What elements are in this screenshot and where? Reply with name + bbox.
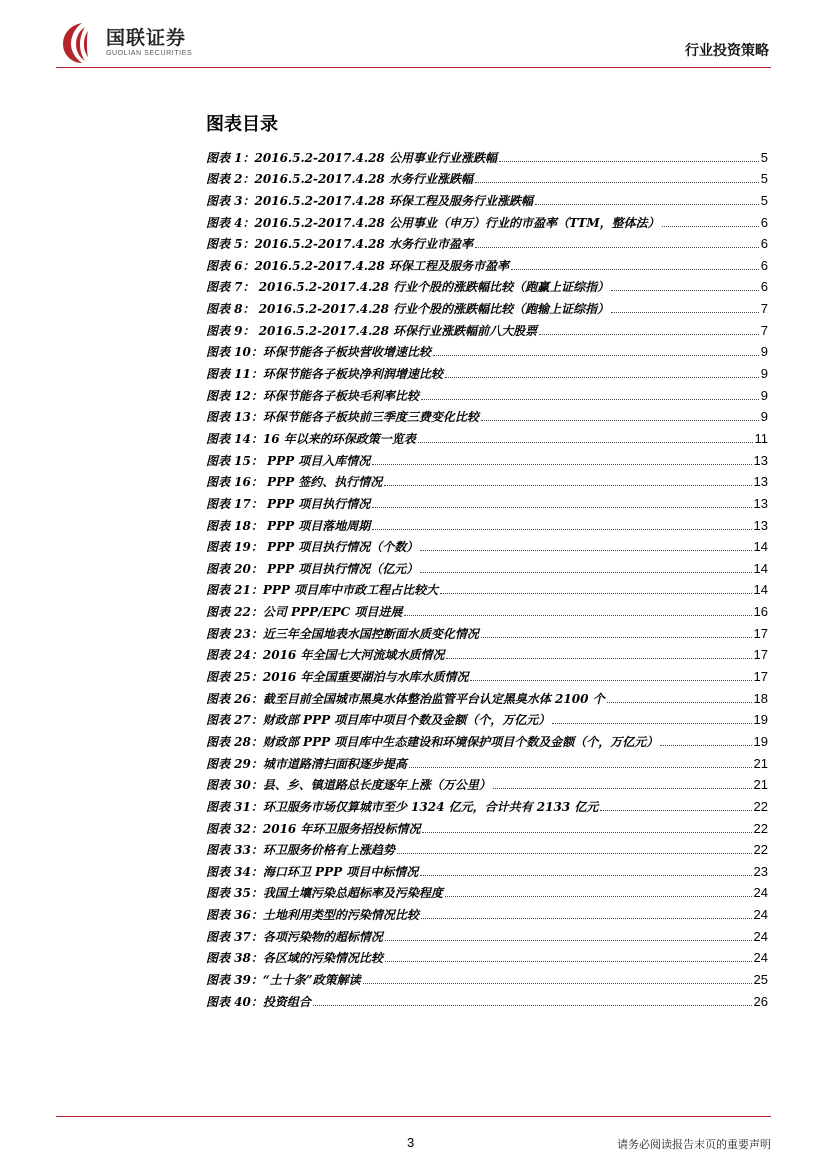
logo-chinese-name: 国联证券	[106, 27, 187, 49]
toc-entry[interactable]	[206, 294, 768, 316]
toc-entry-page[interactable]: 6	[760, 214, 768, 230]
toc-entry[interactable]	[206, 533, 768, 555]
toc-dot-leader	[611, 312, 759, 313]
toc-entry-label[interactable]: 图表 29：城市道路清扫面积逐步提高	[206, 756, 407, 771]
toc-dot-leader	[420, 875, 751, 876]
toc-entry-label[interactable]: 图表 24：2016 年全国七大河流域水质情况	[206, 648, 445, 663]
toc-dot-leader	[446, 658, 751, 659]
toc-dot-leader	[662, 226, 759, 227]
toc-entry[interactable]	[206, 597, 768, 619]
toc-entry-page[interactable]: 6	[760, 279, 768, 295]
toc-entry-label[interactable]: 图表 38：各区域的污染情况比较	[206, 951, 383, 966]
toc-entry-page[interactable]: 26	[753, 993, 768, 1009]
toc-entry-page[interactable]: 14	[753, 582, 768, 598]
toc-entry-page[interactable]: 25	[753, 971, 768, 987]
footer-divider	[56, 1116, 771, 1117]
toc-dot-leader	[535, 204, 759, 205]
toc-entry-page[interactable]: 22	[753, 820, 768, 836]
toc-dot-leader	[372, 529, 751, 530]
toc-entry-page[interactable]: 14	[753, 560, 768, 576]
toc-entry-page[interactable]: 17	[753, 625, 768, 641]
toc-dot-leader	[481, 420, 759, 421]
toc-entry-label[interactable]: 图表 25：2016 年全国重要湖泊与水库水质情况	[206, 670, 469, 685]
toc-entry[interactable]	[206, 143, 768, 165]
toc-entry-label[interactable]: 图表 16： PPP 签约、执行情况	[206, 475, 383, 490]
toc-entry[interactable]	[206, 165, 768, 187]
toc-entry-label[interactable]: 图表 9： 2016.5.2-2017.4.28 环保行业涨跌幅前八大股票	[206, 323, 538, 338]
toc-entry[interactable]	[206, 489, 768, 511]
footer-disclaimer: 请务必阅读报告末页的重要声明	[617, 1138, 771, 1151]
toc-dot-leader	[611, 290, 759, 291]
toc-entry-page[interactable]: 13	[753, 452, 768, 468]
toc-dot-leader	[433, 355, 759, 356]
toc-entry-page[interactable]: 19	[753, 733, 768, 749]
toc-entry-page[interactable]: 9	[760, 366, 768, 382]
toc-entry-page[interactable]: 9	[760, 344, 768, 360]
toc-entry-label[interactable]: 图表 33：环卫服务价格有上涨趋势	[206, 843, 395, 858]
toc-dot-leader	[481, 637, 752, 638]
header-divider	[56, 67, 771, 68]
toc-entry-label[interactable]: 图表 37：各项污染物的超标情况	[206, 929, 383, 944]
toc-entry[interactable]	[206, 641, 768, 663]
toc-entry[interactable]	[206, 576, 768, 598]
toc-dot-leader	[552, 723, 751, 724]
toc-entry-page[interactable]: 24	[753, 885, 768, 901]
toc-entry[interactable]	[206, 338, 768, 360]
toc-entry[interactable]	[206, 836, 768, 858]
toc-entry[interactable]	[206, 359, 768, 381]
toc-entry[interactable]	[206, 251, 768, 273]
toc-entry-label[interactable]: 图表 14：16 年以来的环保政策一览表	[206, 431, 416, 446]
toc-dot-leader	[418, 442, 753, 443]
toc-dot-leader	[313, 1005, 752, 1006]
toc-entry[interactable]	[206, 273, 768, 295]
toc-dot-leader	[470, 680, 751, 681]
toc-entry-label[interactable]: 图表 15： PPP 项目入库情况	[206, 453, 371, 468]
toc-entry-label[interactable]: 图表 7： 2016.5.2-2017.4.28 行业个股的涨跌幅比较（跑赢上证综指）	[206, 280, 610, 295]
toc-entry[interactable]	[206, 749, 768, 771]
toc-entry-page[interactable]: 6	[760, 236, 768, 252]
toc-entry-page[interactable]: 19	[753, 712, 768, 728]
toc-entry-label[interactable]: 图表 3：2016.5.2-2017.4.28 环保工程及服务行业涨跌幅	[206, 193, 533, 208]
toc-entry-page[interactable]: 21	[753, 755, 768, 771]
toc-entry-label[interactable]: 图表 20： PPP 项目执行情况（亿元）	[206, 561, 419, 576]
toc-dot-leader	[445, 896, 752, 897]
toc-entry-label[interactable]: 图表 11：环保节能各子板块净利润增速比较	[206, 367, 443, 382]
toc-entry-page[interactable]: 22	[753, 798, 768, 814]
toc-dot-leader	[445, 377, 759, 378]
toc-entry[interactable]	[206, 186, 768, 208]
toc-entry-label[interactable]: 图表 28：财政部 PPP 项目库中生态建设和环境保护项目个数及金额（个，万亿元）	[206, 734, 659, 749]
toc-entry[interactable]	[206, 511, 768, 533]
toc-entry-label[interactable]: 图表 6：2016.5.2-2017.4.28 环保工程及服务市盈率	[206, 258, 509, 273]
toc-entry[interactable]	[206, 208, 768, 230]
toc-entry-page[interactable]: 22	[753, 842, 768, 858]
toc-entry-page[interactable]: 17	[753, 669, 768, 685]
toc-entry-label[interactable]: 图表 22：公司 PPP/EPC 项目进展	[206, 605, 403, 620]
toc-entry-page[interactable]: 13	[753, 517, 768, 533]
toc-entry[interactable]	[206, 771, 768, 793]
toc-entry[interactable]	[206, 446, 768, 468]
toc-entry[interactable]	[206, 965, 768, 987]
toc-entry-page[interactable]: 24	[753, 928, 768, 944]
toc-entry-label[interactable]: 图表 40：投资组合	[206, 994, 311, 1009]
toc-entry-page[interactable]: 18	[753, 690, 768, 706]
toc-entry[interactable]	[206, 727, 768, 749]
toc-entry-label[interactable]: 图表 27：财政部 PPP 项目库中项目个数及金额（个，万亿元）	[206, 713, 551, 728]
toc-entry-page[interactable]: 7	[760, 322, 768, 338]
toc-entry-label[interactable]: 图表 39：“土十条”政策解读	[206, 972, 361, 987]
toc-entry-page[interactable]: 5	[760, 149, 768, 165]
toc-entry-label[interactable]: 图表 30：县、乡、镇道路总长度逐年上涨（万公里）	[206, 778, 491, 793]
toc-entry[interactable]	[206, 316, 768, 338]
toc-dot-leader	[440, 593, 751, 594]
toc-dot-leader	[421, 399, 759, 400]
toc-entry-page[interactable]: 24	[753, 950, 768, 966]
company-logo	[60, 20, 192, 66]
toc-entry[interactable]	[206, 230, 768, 252]
toc-entry-page[interactable]: 21	[753, 777, 768, 793]
toc-entry-label[interactable]: 图表 26：截至目前全国城市黑臭水体整治监管平台认定黑臭水体 2100 个	[206, 691, 605, 706]
toc-entry-label[interactable]: 图表 2：2016.5.2-2017.4.28 水务行业涨跌幅	[206, 172, 473, 187]
toc-dot-leader	[475, 182, 759, 183]
toc-dot-leader	[409, 767, 752, 768]
toc-entry[interactable]	[206, 814, 768, 836]
toc-dot-leader	[511, 269, 759, 270]
toc-entry-label[interactable]: 图表 36：土地利用类型的污染情况比较	[206, 908, 419, 923]
toc-entry[interactable]	[206, 922, 768, 944]
toc-dot-leader	[397, 853, 752, 854]
toc-dot-leader	[420, 550, 751, 551]
toc-entry-label[interactable]: 图表 23：近三年全国地表水国控断面水质变化情况	[206, 626, 479, 641]
toc-dot-leader	[607, 702, 752, 703]
toc-entry-label[interactable]: 图表 13：环保节能各子板块前三季度三费变化比较	[206, 410, 479, 425]
toc-entry-label[interactable]: 图表 5：2016.5.2-2017.4.28 水务行业市盈率	[206, 237, 473, 252]
toc-dot-leader	[385, 961, 752, 962]
toc-entry[interactable]	[206, 944, 768, 966]
toc-entry[interactable]	[206, 857, 768, 879]
guolian-logo-icon	[60, 21, 100, 65]
toc-entry-page[interactable]: 9	[760, 409, 768, 425]
toc-dot-leader	[600, 810, 751, 811]
toc-entry[interactable]	[206, 381, 768, 403]
toc-dot-leader	[384, 485, 751, 486]
toc-entry-label[interactable]: 图表 35：我国土壤污染总超标率及污染程度	[206, 886, 443, 901]
toc-entry-page[interactable]: 24	[753, 907, 768, 923]
toc-dot-leader	[499, 161, 759, 162]
toc-entry-label[interactable]: 图表 17： PPP 项目执行情况	[206, 496, 371, 511]
toc-entry[interactable]	[206, 900, 768, 922]
toc-entry-page[interactable]: 14	[753, 539, 768, 555]
toc-dot-leader	[539, 334, 759, 335]
toc-entry-label[interactable]: 图表 12：环保节能各子板块毛利率比较	[206, 388, 419, 403]
toc-dot-leader	[420, 572, 751, 573]
toc-entry[interactable]	[206, 424, 768, 446]
toc-entry-page[interactable]: 6	[760, 257, 768, 273]
toc-entry-label[interactable]: 图表 34：海口环卫 PPP 项目中标情况	[206, 864, 419, 879]
toc-list	[206, 143, 768, 1009]
toc-entry-label[interactable]: 图表 19： PPP 项目执行情况（个数）	[206, 540, 419, 555]
toc-entry-label[interactable]: 图表 1：2016.5.2-2017.4.28 公用事业行业涨跌幅	[206, 150, 497, 165]
toc-dot-leader	[421, 918, 752, 919]
toc-entry-page[interactable]: 17	[753, 647, 768, 663]
toc-entry[interactable]	[206, 468, 768, 490]
toc-entry[interactable]	[206, 554, 768, 576]
toc-entry-page[interactable]: 9	[760, 387, 768, 403]
document-type: 行业投资策略	[685, 43, 769, 59]
toc-entry-page[interactable]: 5	[760, 192, 768, 208]
toc-entry-label[interactable]: 图表 32：2016 年环卫服务招投标情况	[206, 821, 421, 836]
toc-entry[interactable]	[206, 619, 768, 641]
toc-entry-label[interactable]: 图表 10：环保节能各子板块营收增速比较	[206, 345, 431, 360]
page-number: 3	[407, 1135, 415, 1150]
toc-entry-page[interactable]: 13	[753, 495, 768, 511]
toc-dot-leader	[660, 745, 751, 746]
toc-entry[interactable]	[206, 684, 768, 706]
toc-title: 图表目录	[206, 114, 278, 135]
toc-entry-page[interactable]: 13	[753, 474, 768, 490]
toc-dot-leader	[372, 507, 751, 508]
toc-entry-label[interactable]: 图表 8： 2016.5.2-2017.4.28 行业个股的涨跌幅比较（跑输上证综指）	[206, 302, 610, 317]
toc-dot-leader	[363, 983, 752, 984]
toc-dot-leader	[385, 940, 752, 941]
toc-entry-page[interactable]: 5	[760, 171, 768, 187]
toc-dot-leader	[422, 832, 751, 833]
toc-entry[interactable]	[206, 987, 768, 1009]
toc-entry-label[interactable]: 图表 31：环卫服务市场仅算城市至少 1324 亿元，合计共有 2133 亿元	[206, 799, 599, 814]
toc-entry[interactable]	[206, 792, 768, 814]
toc-entry[interactable]	[206, 662, 768, 684]
toc-entry[interactable]	[206, 879, 768, 901]
page-header	[56, 18, 771, 68]
toc-entry[interactable]	[206, 706, 768, 728]
toc-entry-page[interactable]: 11	[754, 430, 768, 446]
toc-dot-leader	[493, 788, 752, 789]
toc-entry-page[interactable]: 7	[760, 301, 768, 317]
toc-dot-leader	[475, 247, 759, 248]
toc-entry-label[interactable]: 图表 21：PPP 项目库中市政工程占比较大	[206, 583, 439, 598]
logo-english-name: GUOLIAN SECURITIES	[106, 50, 193, 57]
toc-dot-leader	[404, 615, 751, 616]
toc-entry[interactable]	[206, 403, 768, 425]
toc-dot-leader	[372, 464, 751, 465]
toc-entry-label[interactable]: 图表 18： PPP 项目落地周期	[206, 518, 371, 533]
toc-entry-page[interactable]: 16	[753, 604, 768, 620]
toc-entry-label[interactable]: 图表 4：2016.5.2-2017.4.28 公用事业（申万）行业的市盈率（TTM，整体法）	[206, 215, 660, 230]
toc-entry-page[interactable]: 23	[753, 863, 768, 879]
